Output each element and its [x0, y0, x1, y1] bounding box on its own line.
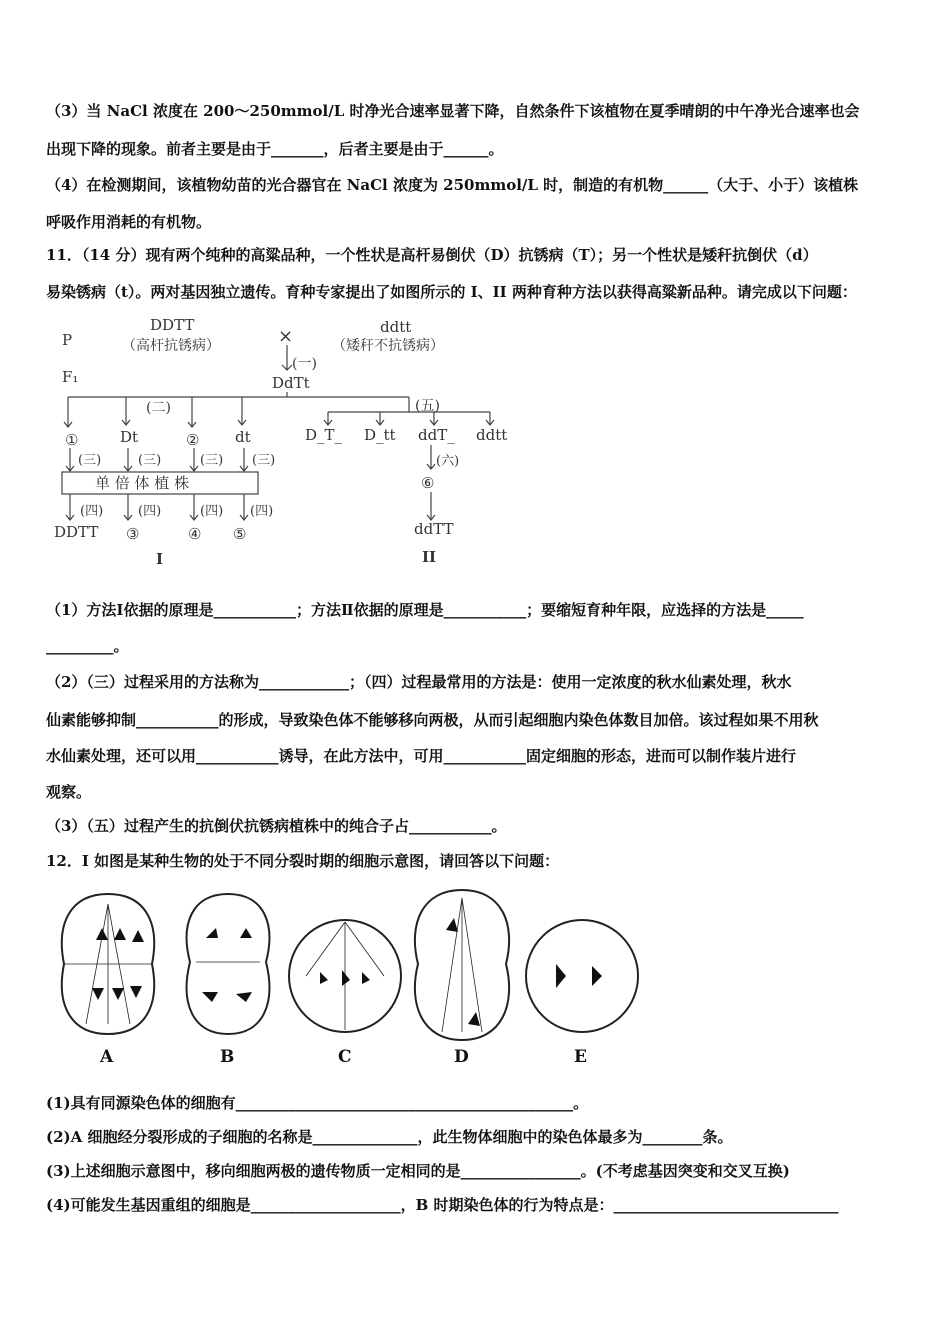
result-ddtt: DDTT: [54, 523, 99, 541]
q11-a2-line4: 观察。: [46, 783, 92, 801]
step-three-4: (三): [252, 453, 276, 468]
step-one-label: (一): [292, 356, 317, 372]
q12-stem: 12．I 如图是某种生物的处于不同分裂时期的细胞示意图，请回答以下问题：: [46, 852, 560, 870]
label-p: P: [62, 331, 73, 349]
f1-genotype: DdTt: [272, 374, 310, 392]
f2-ddt: ddT_: [418, 426, 455, 444]
step-four-2: (四): [138, 504, 162, 519]
method-one-label: I: [156, 550, 164, 568]
q10-p4-line2: 呼吸作用消耗的有机物。: [46, 213, 212, 231]
q11-a1-line2: _________。: [46, 637, 129, 655]
cell-label-e: E: [574, 1047, 587, 1067]
q12-q1: (1)具有同源染色体的细胞有_____________________________________________。: [46, 1094, 589, 1112]
q11-a3: （3）（五）过程产生的抗倒伏抗锈病植株中的纯合子占___________。: [46, 817, 507, 835]
parent2-note: （矮秆不抗锈病）: [332, 338, 444, 354]
cross-symbol: ×: [278, 326, 294, 347]
f2-ddtt: ddtt: [476, 426, 508, 444]
result-3: ③: [126, 525, 140, 543]
final-ddtt: ddTT: [414, 520, 454, 538]
q10-p4-line1: （4）在检测期间，该植物幼苗的光合器官在 NaCl 浓度为 250mmol/L 时，制造的有机物______（大于、小于）该植株: [46, 176, 859, 194]
step-three-3: (三): [200, 453, 224, 468]
gamete-2: Dt: [120, 428, 139, 446]
q10-p3-line1: （3）当 NaCl 浓度在 200～250mmol/L 时净光合速率显著下降，自然条件下该植物在夏季晴朗的中午净光合速率也会: [46, 102, 860, 120]
step-six-label: (六): [436, 454, 460, 469]
cell-division-figure: [56, 884, 646, 1068]
step-four-4: (四): [250, 504, 274, 519]
q11-a2-line2: 仙素能够抑制___________的形成，导致染色体不能够移向两极，从而引起细胞内染色体数目加倍。该过程如果不用秋: [46, 711, 819, 729]
breeding-diagram: [50, 312, 520, 574]
gamete-4: dt: [235, 428, 251, 446]
q12-q3: (3)上述细胞示意图中，移向细胞两极的遗传物质一定相同的是________________。(不考虑基因突变和交叉互换): [46, 1162, 790, 1180]
item-6: ⑥: [421, 474, 435, 492]
cell-label-b: B: [220, 1047, 235, 1067]
result-5: ⑤: [233, 525, 247, 543]
f2-dtt: D_tt: [364, 426, 396, 444]
parent2-genotype: ddtt: [380, 318, 412, 336]
cell-label-c: C: [338, 1047, 352, 1067]
q11-stem-line1: 11．（14 分）现有两个纯种的高粱品种，一个性状是高杆易倒伏（D）抗锈病（T）；另一个性状是矮秆抗倒伏（d）: [46, 246, 818, 264]
gamete-1: ①: [65, 431, 79, 449]
f2-dt: D_T_: [305, 426, 343, 444]
label-f1: F₁: [62, 368, 79, 386]
q11-a2-line1: （2）（三）过程采用的方法称为____________；（四）过程最常用的方法是：使用一定浓度的秋水仙素处理，秋水: [46, 673, 792, 691]
result-4: ④: [188, 525, 202, 543]
gamete-3: ②: [186, 431, 200, 449]
q11-a1-line1: （1）方法Ⅰ依据的原理是___________；方法Ⅱ依据的原理是___________；要缩短育种年限，应选择的方法是_____: [46, 601, 804, 619]
step-three-2: (三): [138, 453, 162, 468]
q12-q4: (4)可能发生基因重组的细胞是____________________，B 时期染色体的行为特点是：______________________________: [46, 1196, 839, 1214]
step-three-1: (三): [78, 453, 102, 468]
haploid-plants: 单 倍 体 植 株: [95, 474, 190, 492]
method-two-label: II: [422, 548, 437, 566]
step-five-label: (五): [415, 398, 440, 414]
step-four-3: (四): [200, 504, 224, 519]
step-two-label: (二): [146, 400, 171, 416]
q12-q2: (2)A 细胞经分裂形成的子细胞的名称是______________，此生物体细胞中的染色体最多为________条。: [46, 1128, 733, 1146]
q11-a2-line3: 水仙素处理，还可以用___________诱导，在此方法中，可用___________固定细胞的形态，进而可以制作装片进行: [46, 747, 797, 765]
parent1-genotype: DDTT: [150, 316, 195, 334]
cell-label-a: A: [100, 1047, 114, 1067]
parent1-note: （高杆抗锈病）: [122, 338, 220, 354]
cell-label-d: D: [454, 1047, 469, 1067]
q10-p3-line2: 出现下降的现象。前者主要是由于_______，后者主要是由于______。: [46, 140, 504, 158]
q11-stem-line2: 易染锈病（t）。两对基因独立遗传。育种专家提出了如图所示的 I、II 两种育种方法以获得高粱新品种。请完成以下问题：: [46, 283, 857, 301]
step-four-1: (四): [80, 504, 104, 519]
